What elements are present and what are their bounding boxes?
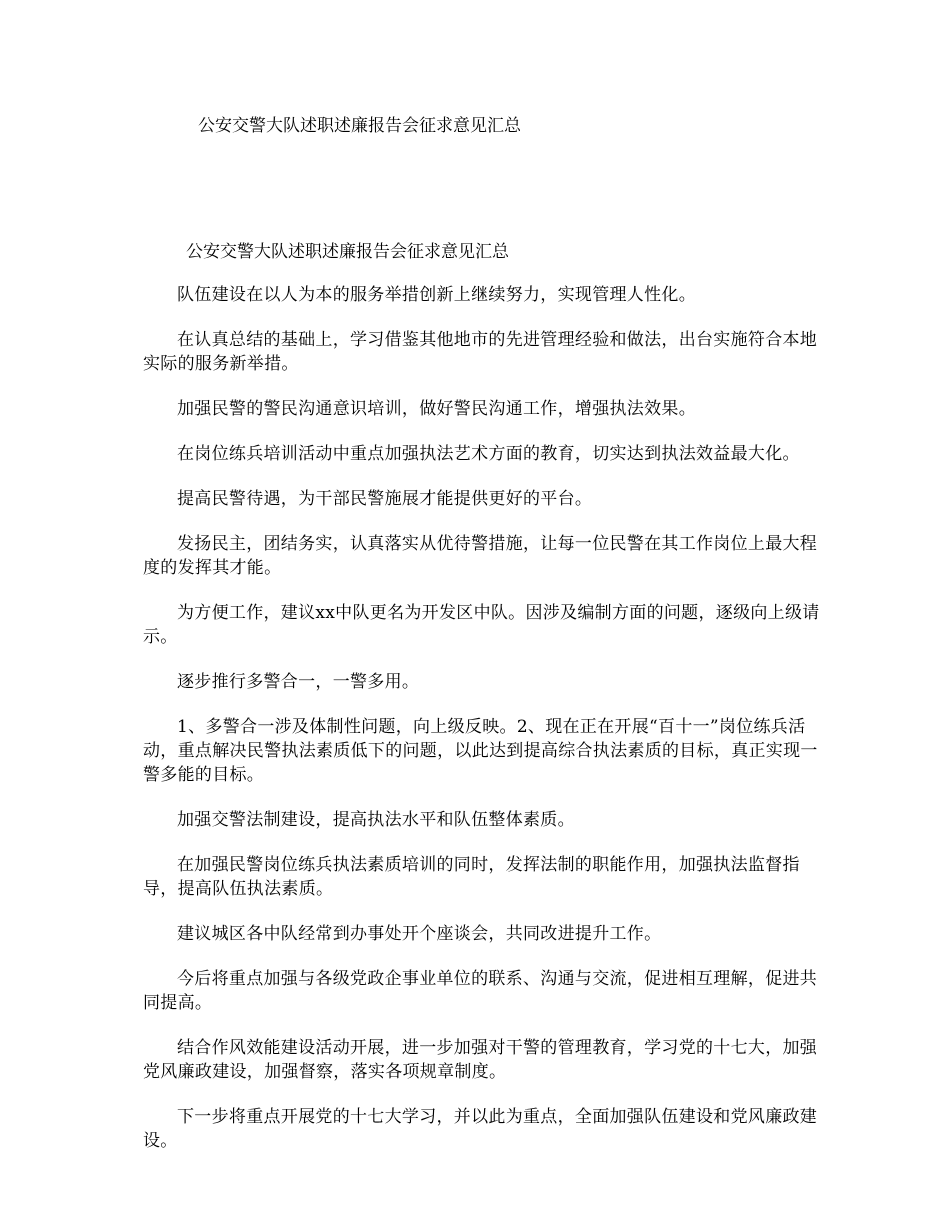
paragraph: 加强民警的警民沟通意识培训，做好警民沟通工作，增强执法效果。 xyxy=(177,399,696,419)
paragraph: 发扬民主，团结务实，认真落实从优待警措施，让每一位民警在其工作岗位上最大程度的发挥其才能。 xyxy=(143,534,818,578)
body-title: 公安交警大队述职述廉报告会征求意见汇总 xyxy=(186,242,509,262)
paragraph: 为方便工作，建议xx中队更名为开发区中队。因涉及编制方面的问题，逐级向上级请示。 xyxy=(143,603,820,647)
paragraph: 在加强民警岗位练兵执法素质培训的同时，发挥法制的职能作用，加强执法监督指导，提高队伍执法素质。 xyxy=(143,855,800,899)
paragraph: 今后将重点加强与各级党政企事业单位的联系、沟通与交流，促进相互理解，促进共同提高。 xyxy=(143,969,818,1013)
paragraph: 加强交警法制建设，提高执法水平和队伍整体素质。 xyxy=(177,810,575,830)
paragraph: 下一步将重点开展党的十七大学习，并以此为重点，全面加强队伍建设和党风廉政建设。 xyxy=(143,1107,818,1151)
paragraph: 结合作风效能建设活动开展，进一步加强对干警的管理教育，学习党的十七大，加强党风廉政建设，加强督察，落实各项规章制度。 xyxy=(143,1038,818,1082)
paragraph: 逐步推行多警合一，一警多用。 xyxy=(177,672,420,692)
paragraph: 在认真总结的基础上，学习借鉴其他地市的先进管理经验和做法，出台实施符合本地实际的服务新举措。 xyxy=(143,330,818,374)
paragraph: 提高民警待遇，为干部民警施展才能提供更好的平台。 xyxy=(177,489,593,509)
paragraph: 队伍建设在以人为本的服务举措创新上继续努力，实现管理人性化。 xyxy=(177,285,696,305)
paragraph: 1、多警合一涉及体制性问题，向上级反映。2、现在正在开展“百十一”岗位练兵活动，重点解决民警执法素质低下的问题，以此达到提高综合执法素质的目标，真正实现一警多能的目标。 xyxy=(143,717,818,785)
paragraph: 在岗位练兵培训活动中重点加强执法艺术方面的教育，切实达到执法效益最大化。 xyxy=(177,444,800,464)
document-body xyxy=(143,283,825,1174)
paragraph: 建议城区各中队经常到办事处开个座谈会，共同改进提升工作。 xyxy=(177,924,662,944)
document-title: 公安交警大队述职述廉报告会征求意见汇总 xyxy=(198,116,521,136)
